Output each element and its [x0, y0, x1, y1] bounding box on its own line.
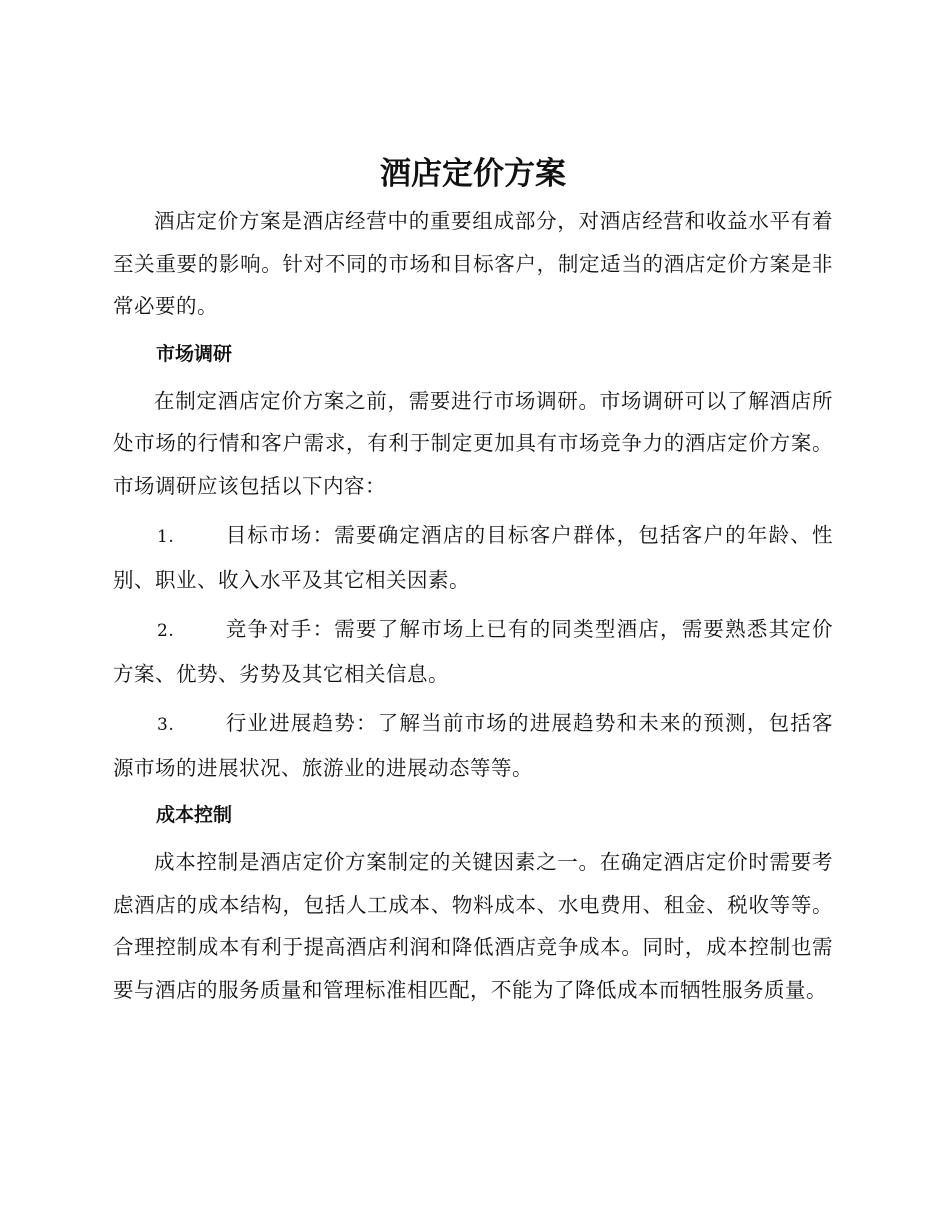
document-page [113, 148, 833, 1011]
section-heading-cost-control: 成本控制 [156, 804, 233, 826]
list-number: 1. [157, 527, 175, 547]
list-number: 2. [157, 621, 175, 641]
list-item [113, 702, 833, 789]
document-title: 酒店定价方案 [380, 156, 566, 192]
spacer [113, 695, 833, 702]
cost-control-paragraph: 成本控制是酒店定价方案制定的关键因素之一。在确定酒店定价时需要考虑酒店的成本结构，包括人工成本、物料成本、水电费用、租金、税收等等。合理控制成本有利于提高酒店利润和降低酒店竞争成本。同时，成本控制也需要与酒店的服务质量和管理标准相匹配，不能为了降低成本而牺牲服务质量。 [113, 850, 833, 1002]
section-heading-market-research: 市场调研 [156, 342, 233, 365]
list-item-text: 目标市场：需要确定酒店的目标客户群体，包括客户的年龄、性别、职业、收入水平及其它相关因素。 [113, 523, 833, 592]
intro-paragraph: 酒店定价方案是酒店经营中的重要组成部分，对酒店经营和收益水平有着至关重要的影响。针对不同的市场和目标客户，制定适当的酒店定价方案是非常必要的。 [113, 209, 833, 318]
market-research-paragraph: 在制定酒店定价方案之前，需要进行市场调研。市场调研可以了解酒店所处市场的行情和客户需求，有利于制定更加具有市场竞争力的酒店定价方案。市场调研应该包括以下内容： [113, 388, 833, 498]
spacer [113, 507, 833, 514]
list-item-text: 行业进展趋势：了解当前市场的进展趋势和未来的预测，包括客源市场的进展状况、旅游业的进展动态等等。 [113, 711, 833, 780]
list-number: 3. [157, 715, 175, 735]
list-item [113, 608, 833, 695]
spacer [113, 601, 833, 608]
list-item [113, 514, 833, 601]
list-item-text: 竞争对手：需要了解市场上已有的同类型酒店，需要熟悉其定价方案、优势、劣势及其它相关信息。 [113, 617, 833, 686]
